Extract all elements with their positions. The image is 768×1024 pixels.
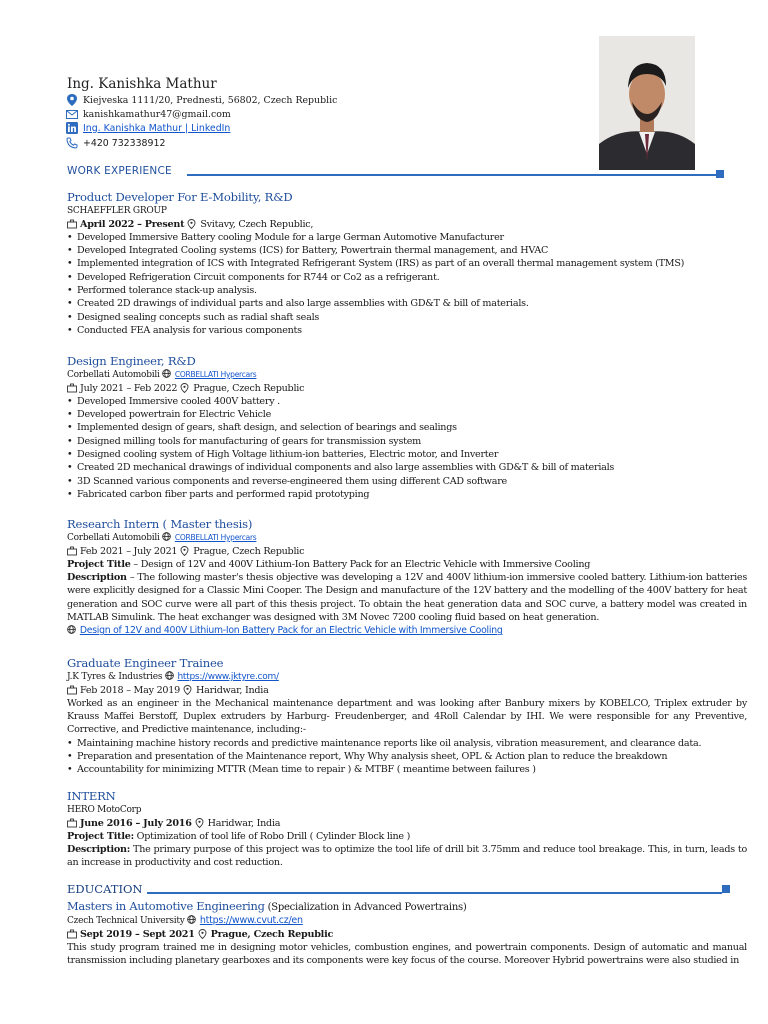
education-dates: Sept 2019 – Sept 2021 [80,928,195,940]
education-entry [67,899,747,967]
degree-specialization: (Specialization in Advanced Powertrains) [264,902,467,913]
list-item: • Developed powertrain for Electric Vehicle [67,408,747,421]
company-website-link[interactable]: CORBELLATI Hypercars [174,370,257,379]
job-entry-schaeffler [67,189,747,337]
description-label: Description: [67,844,131,856]
list-item: • Fabricated carbon fiber parts and performed rapid prototyping [67,488,747,501]
company-website-link[interactable]: CORBELLATI Hypercars [174,533,257,542]
briefcase-icon [67,383,77,393]
description-label: Description [67,572,127,584]
phone-icon [66,137,78,149]
job-date-line [67,382,747,395]
thesis-link-line [67,624,747,637]
candidate-name: Ing. Kanishka Mathur [67,76,217,92]
thesis-link[interactable]: Design of 12V and 400V Lithium-Ion Battery Pack for an Electric Vehicle with Immersive Cooling [79,625,503,637]
job-bullets [67,737,747,777]
location-pin-icon [195,818,205,828]
job-date-line [67,218,747,231]
address-text: Kiejveska 1111/20, Prednesti, 56802, Czech Republic [83,94,338,106]
job-dates: July 2021 – Feb 2022 [80,382,178,394]
job-title: Research Intern ( Master thesis) [67,517,253,531]
briefcase-icon [67,685,77,695]
job-entry-corbellati-design [67,353,747,501]
envelope-icon [66,108,78,120]
globe-icon [162,532,172,542]
job-date-line [67,545,747,558]
phone-line [66,137,165,149]
list-item: • Developed Integrated Cooling systems (ICS) for Battery, Powertrain thermal management, and HVAC [67,244,747,257]
school-line [67,915,747,928]
job-bullets [67,395,747,501]
company-line [67,671,747,684]
company-line [67,369,747,382]
briefcase-icon [67,546,77,556]
company-website-link[interactable]: https://www.jktyre.com/ [177,672,279,682]
list-item: • Designed sealing concepts such as radial shaft seals [67,311,747,324]
email-text[interactable]: kanishkamathur47@gmail.com [83,108,231,120]
linkedin-line [66,122,230,134]
location-pin-icon [183,685,193,695]
list-item: • Implemented integration of ICS with Integrated Refrigerant System (IRS) as part of an overall thermal management system (TMS) [67,257,747,270]
job-entry-hero-intern [67,788,747,870]
degree-line [67,899,747,915]
briefcase-icon [67,219,77,229]
list-item: • Designed cooling system of High Voltage lithium-ion batteries, Electric motor, and Inverter [67,448,747,461]
job-dates: Feb 2018 – May 2019 [80,684,180,696]
company-name: Corbellati Automobili [67,533,160,543]
job-dates: June 2016 – July 2016 [80,817,192,829]
description-paragraph [67,843,747,870]
job-entry-jk-tyres [67,655,747,777]
description-text: The primary purpose of this project was to optimize the tool life of drill bit 3.75mm and reduce tool breakage. This, in turn, leads to an increase in productivity and cost reduction. [67,844,747,869]
location-pin-icon [180,383,190,393]
company-line [67,532,747,545]
list-item: • Performed tolerance stack-up analysis. [67,284,747,297]
company-name: HERO MotoCorp [67,805,142,815]
location-pin-icon [198,929,208,939]
list-item: • Developed Refrigeration Circuit components for R744 or Co2 as a refrigerant. [67,271,747,284]
list-item: • Accountability for minimizing MTTR (Mean time to repair ) & MTBF ( meantime between failures ) [67,763,747,776]
project-title-line [67,558,747,571]
company-name: SCHAEFFLER GROUP [67,206,167,216]
list-item: • Maintaining machine history records and predictive maintenance reports like oil analysis, vibration measurement, and clearance data. [67,737,747,750]
school-name: Czech Technical University [67,916,185,926]
list-item: • Created 2D mechanical drawings of individual components and also large assemblies with GD&T & bill of materials [67,461,747,474]
phone-text: +420 732338912 [83,137,166,149]
job-date-line [67,684,747,697]
linkedin-icon [66,122,78,134]
list-item: • Preparation and presentation of the Maintenance report, Why Why analysis sheet, OPL & Action plan to reduce the breakdown [67,750,747,763]
briefcase-icon [67,929,77,939]
list-item: • 3D Scanned various components and reverse-engineered them using different CAD software [67,475,747,488]
location-pin-icon [180,546,190,556]
job-title: Graduate Engineer Trainee [67,656,224,670]
job-bullets [67,231,747,337]
description-paragraph: Worked as an engineer in the Mechanical maintenance department and was looking after Banbury mixers by KOBELCO, Triplex extruder by Krauss Maffei Berstoff, Duplex extruders by Harburg- Freudenberger, and 4Roll Calendar by IHI. We were responsible for any Preventive, Corrective, and Predictive maintenance, including:- [67,697,747,736]
job-title: INTERN [67,789,116,803]
profile-photo [599,36,695,170]
project-title-line [67,830,747,843]
job-location: Prague, Czech Republic [193,382,305,394]
project-title: – Design of 12V and 400V Lithium-Ion Battery Pack for an Electric Vehicle with Immersive Cooling [130,558,591,570]
globe-icon [162,369,172,379]
globe-icon [165,671,175,681]
job-location: Prague, Czech Republic [193,545,305,557]
job-location: Svitavy, Czech Republic, [200,218,314,230]
section-heading-education: EDUCATION [67,882,143,896]
education-description: This study program trained me in designing motor vehicles, combustion engines, and powertrain components. Design of automatic and manual transmission including planetary gearboxes and its components were key focus of the course. Moreover Hybrid powertrains were also studied in [67,941,747,967]
education-location: Prague, Czech Republic [210,928,334,940]
job-dates: April 2022 – Present [80,218,185,230]
project-title: Optimization of tool life of Robo Drill ( Cylinder Block line ) [133,830,411,842]
globe-icon [187,915,197,925]
description-paragraph [67,571,747,624]
address-line [66,94,337,106]
location-pin-icon [66,94,78,106]
list-item: • Developed Immersive Battery cooling Module for a large German Automotive Manufacturer [67,231,747,244]
project-label: Project Title: [67,830,134,842]
list-item: • Designed milling tools for manufacturing of gears for transmission system [67,435,747,448]
section-marker [716,170,724,178]
job-location: Haridwar, India [196,684,269,696]
section-rule [147,892,722,894]
job-title: Design Engineer, R&D [67,354,196,368]
email-line [66,108,231,120]
school-website-link[interactable]: https://www.cvut.cz/en [199,915,303,926]
project-label: Project Title [67,558,131,570]
job-entry-research-intern [67,516,747,638]
list-item: • Developed Immersive cooled 400V battery . [67,395,747,408]
company-name: J.K Tyres & Industries [67,672,163,682]
section-rule [187,174,717,176]
job-location: Haridwar, India [207,817,281,829]
section-marker [722,885,730,893]
description-text: – The following master's thesis objective was developing a 12V and 400V lithium-ion immersive cooled battery. Lithium-ion batteries were explicitly designed for a Classic Mini Cooper. The Design and manufacture of the 12V battery and the modelling of the 400V battery for heat generation and SOC curve were all part of this thesis project. To obtain the heat generation data and SOC curve, a battery model was created in MATLAB Simulink. The heat exchanger was designed with 3M Novec 7200 cooling fluid based on heat generation. [67,572,747,623]
education-date-line [67,928,747,941]
job-date-line [67,817,747,830]
company-name: Corbellati Automobili [67,370,160,380]
job-dates: Feb 2021 – July 2021 [80,545,178,557]
location-pin-icon [187,219,197,229]
degree-title: Masters in Automotive Engineering [67,899,265,913]
section-heading-work: WORK EXPERIENCE [67,165,172,177]
list-item: • Conducted FEA analysis for various components [67,324,747,337]
job-title: Product Developer For E-Mobility, R&D [67,190,293,204]
briefcase-icon [67,818,77,828]
list-item: • Created 2D drawings of individual parts and also large assemblies with GD&T & bill of materials. [67,297,747,310]
list-item: • Implemented design of gears, shaft design, and selection of bearings and sealings [67,421,747,434]
globe-icon [67,625,77,635]
linkedin-link[interactable]: Ing. Kanishka Mathur | LinkedIn [83,122,231,134]
